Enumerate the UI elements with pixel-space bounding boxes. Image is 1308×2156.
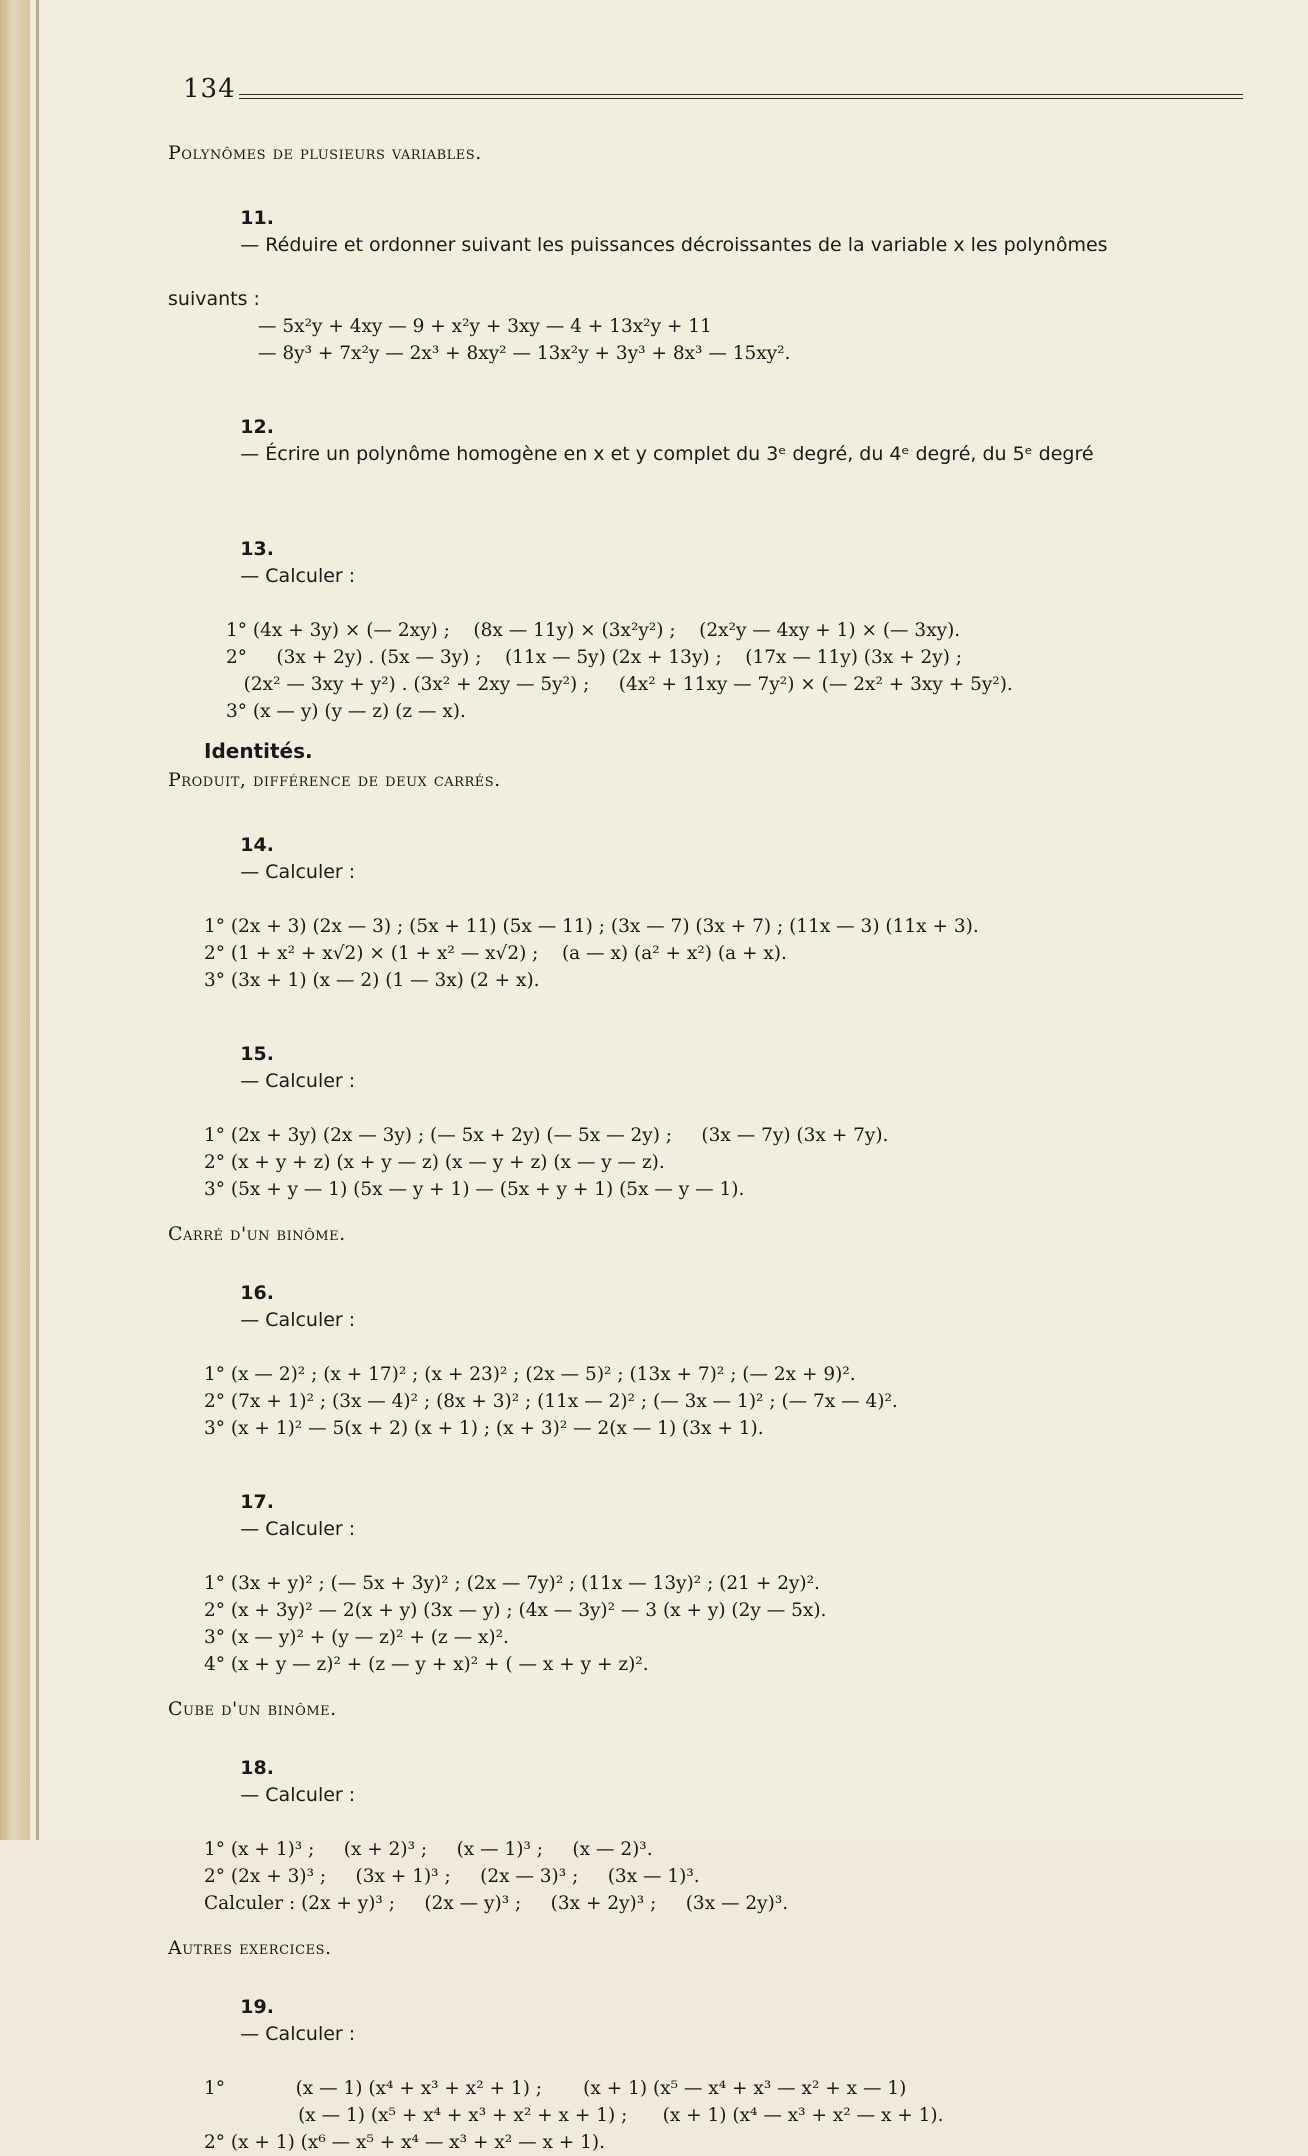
exercise-number: 18.: [240, 1757, 274, 1779]
expression-line: 3° (3x + 1) (x — 2) (1 — 3x) (2 + x).: [204, 970, 540, 991]
exercise-12: [168, 387, 1253, 495]
exercise-number: 14.: [240, 834, 274, 856]
expression-line: 1° (4x + 3y) × (— 2xy) ; (8x — 11y) × (3x²y²) ; (2x²y — 4xy + 1) × (— 3xy).: [226, 620, 961, 641]
header-rule: [239, 94, 1243, 99]
section-title: Carré d'un binôme.: [168, 1223, 346, 1245]
section-heading: Identités.: [204, 739, 313, 763]
exercise-statement: — Écrire un polynôme homogène en x et y complet du 3ᵉ degré, du 4ᵉ degré, du 5ᵉ degré: [240, 443, 1094, 465]
page-content: [168, 142, 1253, 2156]
exercise-number: 15.: [240, 1043, 274, 1065]
binding-edge: [36, 0, 39, 1840]
section-title: Polynômes de plusieurs variables.: [168, 142, 482, 164]
exercise-statement: — Calculer :: [240, 1070, 356, 1092]
expression-line: 1° (2x + 3) (2x — 3) ; (5x + 11) (5x — 11) ; (3x — 7) (3x + 7) ; (11x — 3) (11x + 3).: [204, 916, 979, 937]
exercise-17: [168, 1462, 1253, 1678]
expression-line: — 8y³ + 7x²y — 2x³ + 8xy² — 13x²y + 3y³ + 8x³ — 15xy².: [258, 343, 791, 364]
exercise-11: [168, 178, 1253, 367]
expression-line: 2° (7x + 1)² ; (3x — 4)² ; (8x + 3)² ; (11x — 2)² ; (— 3x — 1)² ; (— 7x — 4)².: [204, 1391, 898, 1412]
expression-line: 3° (x — y)² + (y — z)² + (z — x)².: [204, 1627, 509, 1648]
expression-line: 1° (x + 1)³ ; (x + 2)³ ; (x — 1)³ ; (x — 2)³.: [204, 1839, 653, 1860]
exercise-statement: — Calculer :: [240, 565, 356, 587]
expression-line: 2° (x + y + z) (x + y — z) (x — y + z) (x — y — z).: [204, 1152, 665, 1173]
expression-line: 3° (x — y) (y — z) (z — x).: [226, 701, 466, 722]
expression-line: 1° (2x + 3y) (2x — 3y) ; (— 5x + 2y) (— 5x — 2y) ; (3x — 7y) (3x + 7y).: [204, 1125, 889, 1146]
exercise-statement: — Calculer :: [240, 2023, 356, 2045]
expression-line: 2° (x + 3y)² — 2(x + y) (3x — y) ; (4x — 3y)² — 3 (x + y) (2y — 5x).: [204, 1600, 827, 1621]
section-title: Autres exercices.: [168, 1937, 332, 1959]
exercise-number: 16.: [240, 1282, 274, 1304]
expression-line: Calculer : (2x + y)³ ; (2x — y)³ ; (3x + 2y)³ ; (3x — 2y)³.: [204, 1893, 789, 1914]
expression-line: (2x² — 3xy + y²) . (3x² + 2xy — 5y²) ; (4x² + 11xy — 7y²) × (— 2x² + 3xy + 5y²).: [226, 674, 1013, 695]
exercise-number: 11.: [240, 207, 274, 229]
exercise-14: [168, 805, 1253, 994]
expression-line: 1° (x — 2)² ; (x + 17)² ; (x + 23)² ; (2x — 5)² ; (13x + 7)² ; (— 2x + 9)².: [204, 1364, 856, 1385]
exercise-19: [168, 1967, 1253, 2156]
exercise-15: [168, 1014, 1253, 1203]
section-title: Produit, différence de deux carrés.: [168, 769, 501, 791]
expression-line: 4° (x + y — z)² + (z — y + x)² + ( — x + y + z)².: [204, 1654, 649, 1675]
expression-line: 3° (x + 1)² — 5(x + 2) (x + 1) ; (x + 3)² — 2(x — 1) (3x + 1).: [204, 1418, 764, 1439]
expression-line: — 5x²y + 4xy — 9 + x²y + 3xy — 4 + 13x²y + 11: [258, 316, 712, 337]
exercise-statement: — Réduire et ordonner suivant les puissances décroissantes de la variable x les polynômes: [240, 234, 1108, 256]
page-number: 134: [183, 74, 236, 104]
exercise-number: 13.: [240, 538, 274, 560]
exercise-statement: — Calculer :: [240, 1309, 356, 1331]
expression-line: 2° (3x + 2y) . (5x — 3y) ; (11x — 5y) (2x + 13y) ; (17x — 11y) (3x + 2y) ;: [226, 647, 963, 668]
expression-line: 1° (3x + y)² ; (— 5x + 3y)² ; (2x — 7y)² ; (11x — 13y)² ; (21 + 2y)².: [204, 1573, 820, 1594]
exercise-18: [168, 1728, 1253, 1917]
exercise-16: [168, 1253, 1253, 1442]
book-binding: [0, 0, 30, 1840]
exercise-statement-continuation: suivants :: [168, 288, 260, 310]
exercise-statement: — Calculer :: [240, 1518, 356, 1540]
exercise-number: 19.: [240, 1996, 274, 2018]
expression-line: 2° (1 + x² + x√2) × (1 + x² — x√2) ; (a — x) (a² + x²) (a + x).: [204, 943, 787, 964]
exercise-statement: — Calculer :: [240, 861, 356, 883]
exercise-statement: — Calculer :: [240, 1784, 356, 1806]
expression-line: 2° (x + 1) (x⁶ — x⁵ + x⁴ — x³ + x² — x + 1).: [204, 2132, 606, 2153]
expression-line: 1° (x — 1) (x⁴ + x³ + x² + 1) ; (x + 1) (x⁵ — x⁴ + x³ — x² + x — 1): [204, 2078, 907, 2099]
section-title: Cube d'un binôme.: [168, 1698, 337, 1720]
exercise-number: 17.: [240, 1491, 274, 1513]
exercise-number: 12.: [240, 416, 274, 438]
expression-line: 2° (2x + 3)³ ; (3x + 1)³ ; (2x — 3)³ ; (3x — 1)³.: [204, 1866, 700, 1887]
expression-line: 3° (5x + y — 1) (5x — y + 1) — (5x + y + 1) (5x — y — 1).: [204, 1179, 745, 1200]
expression-line: (x — 1) (x⁵ + x⁴ + x³ + x² + x + 1) ; (x + 1) (x⁴ — x³ + x² — x + 1).: [204, 2105, 944, 2126]
page-header: [183, 74, 1243, 104]
exercise-13: [168, 509, 1253, 725]
